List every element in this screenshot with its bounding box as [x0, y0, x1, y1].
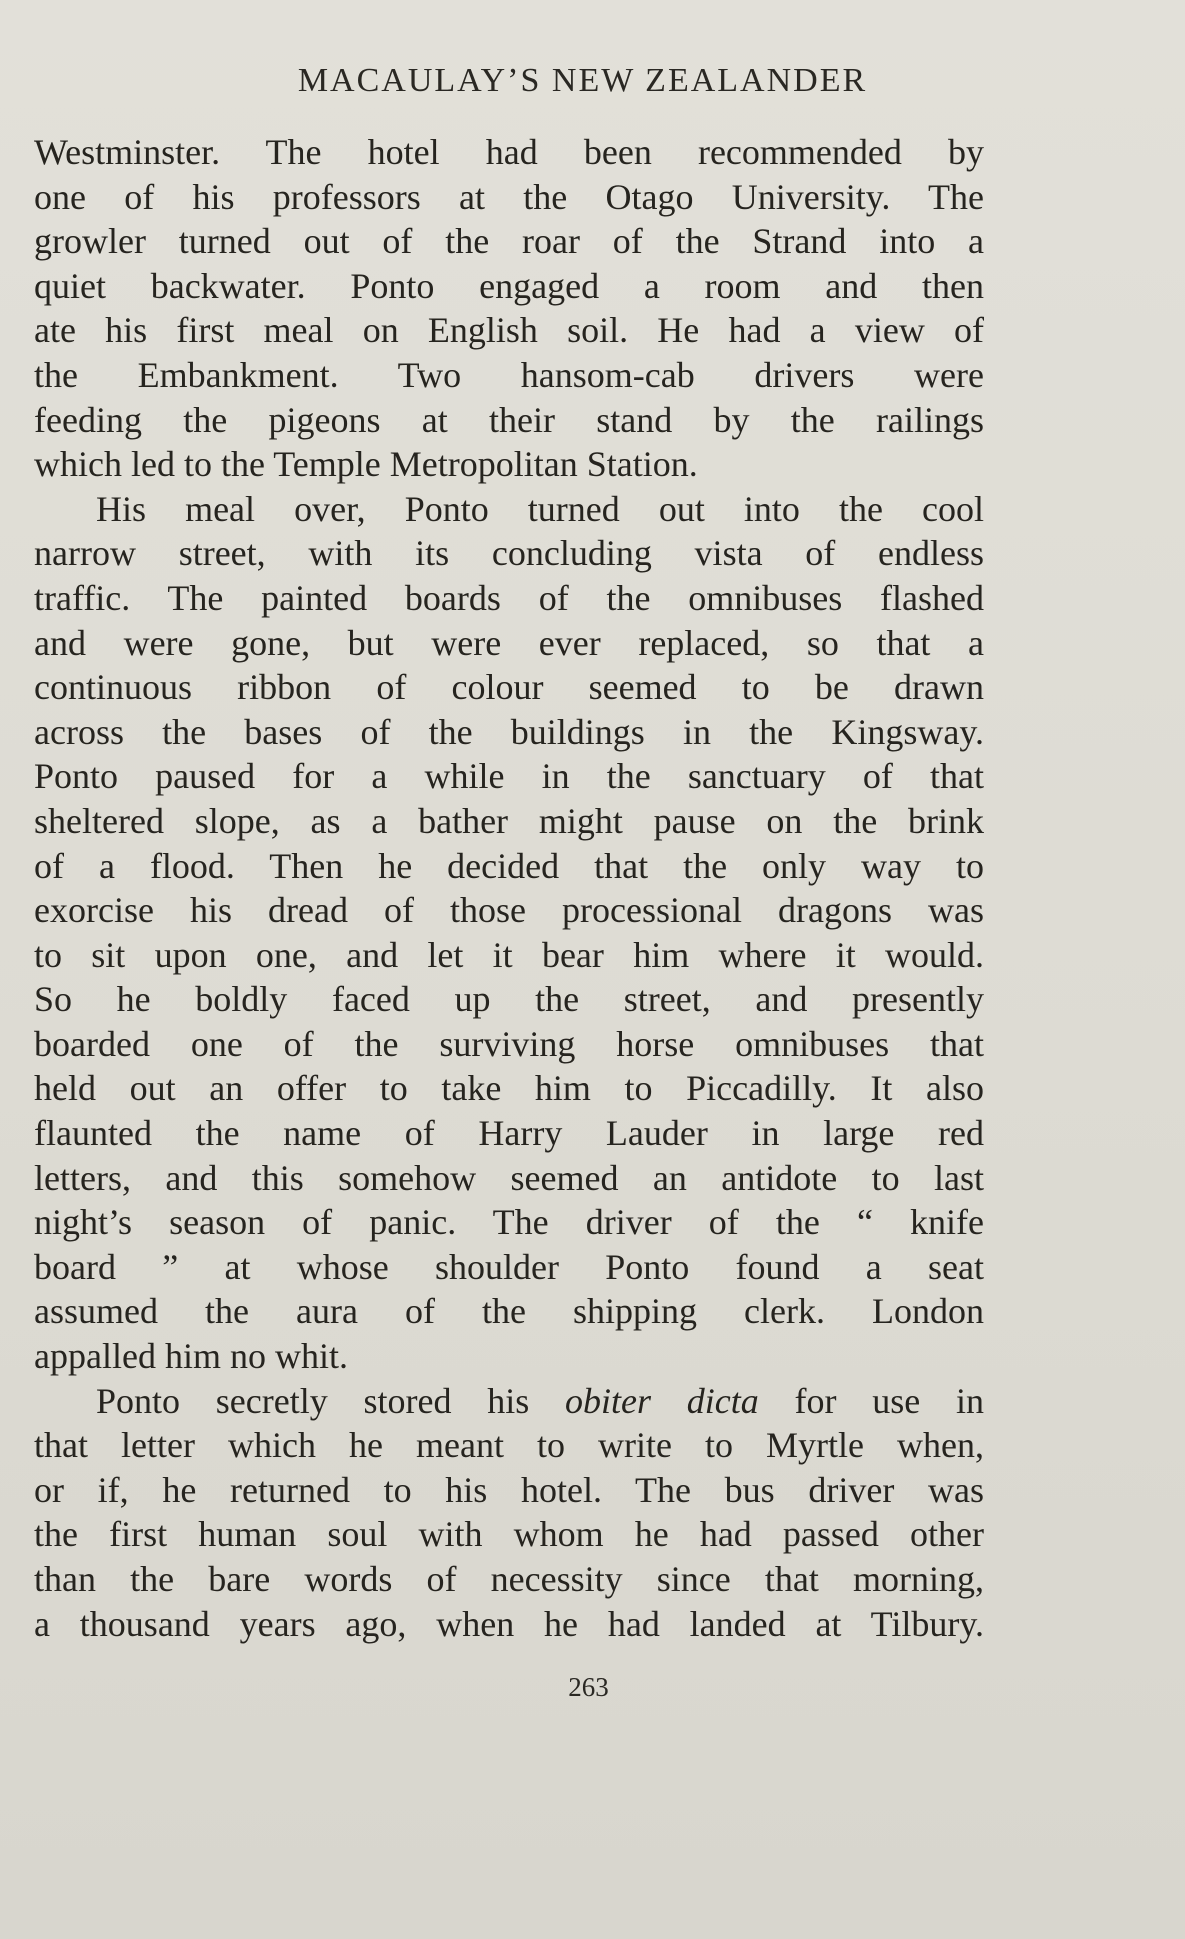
text-line: to sit upon one, and let it bear him where it would. [34, 934, 984, 975]
body-text [34, 130, 984, 1646]
text-line: flaunted the name of Harry Lauder in large red [34, 1113, 984, 1154]
text-line: which led to the Temple Metropolitan Station. [34, 444, 698, 485]
text-line: feeding the pigeons at their stand by the railings [34, 399, 984, 440]
text-line: of a flood. Then he decided that the only way to [34, 845, 984, 886]
italic-phrase: obiter dicta [565, 1380, 759, 1421]
text-line: that letter which he meant to write to Myrtle when, [34, 1425, 984, 1466]
text-line: So he boldly faced up the street, and presently [34, 979, 984, 1020]
text-line: assumed the aura of the shipping clerk. London [34, 1291, 984, 1332]
text-line: traffic. The painted boards of the omnibuses flashed [34, 577, 984, 618]
text-line: growler turned out of the roar of the Strand into a [34, 221, 984, 262]
text-line: than the bare words of necessity since that morning, [34, 1559, 984, 1599]
text-line: Westminster. The hotel had been recommended by [34, 132, 984, 172]
text-line: narrow street, with its concluding vista of endless [34, 533, 984, 574]
text-line: quiet backwater. Ponto engaged a room and then [34, 265, 984, 306]
text-line: appalled him no whit. [34, 1336, 348, 1377]
text-run: Ponto secretly stored his [96, 1380, 565, 1421]
text-line: the Embankment. Two hansom-cab drivers were [34, 354, 984, 395]
page-number: 263 [568, 1672, 609, 1702]
text-line: night’s season of panic. The driver of the “ knife [34, 1202, 984, 1243]
text-line: board ” at whose shoulder Ponto found a seat [34, 1246, 984, 1287]
text-line: ate his first meal on English soil. He had a view of [34, 310, 984, 351]
text-line: boarded one of the surviving horse omnibuses that [34, 1023, 984, 1064]
text-line: Ponto paused for a while in the sanctuary of that [34, 756, 984, 797]
text-line: a thousand years ago, when he had landed at Tilbury. [34, 1603, 984, 1644]
text-line: across the bases of the buildings in the Kingsway. [34, 711, 984, 752]
paragraph-first-line [34, 1379, 984, 1424]
text-run: for use in [758, 1380, 985, 1421]
text-line: letters, and this somehow seemed an antidote to last [34, 1157, 984, 1198]
text-line: or if, he returned to his hotel. The bus driver was [34, 1469, 984, 1510]
text-line: continuous ribbon of colour seemed to be drawn [34, 667, 984, 708]
text-line: and were gone, but were ever replaced, so that a [34, 622, 984, 663]
text-line: exorcise his dread of those processional dragons was [34, 890, 984, 931]
text-line: the first human soul with whom he had passed other [34, 1514, 984, 1555]
paragraph-first-line: His meal over, Ponto turned out into the cool [96, 488, 984, 529]
running-head: MACAULAY’S NEW ZEALANDER [297, 62, 868, 99]
text-line: one of his professors at the Otago University. The [34, 176, 984, 217]
text-line: sheltered slope, as a bather might pause on the brink [34, 800, 984, 841]
text-line: held out an offer to take him to Piccadilly. It also [34, 1068, 984, 1109]
